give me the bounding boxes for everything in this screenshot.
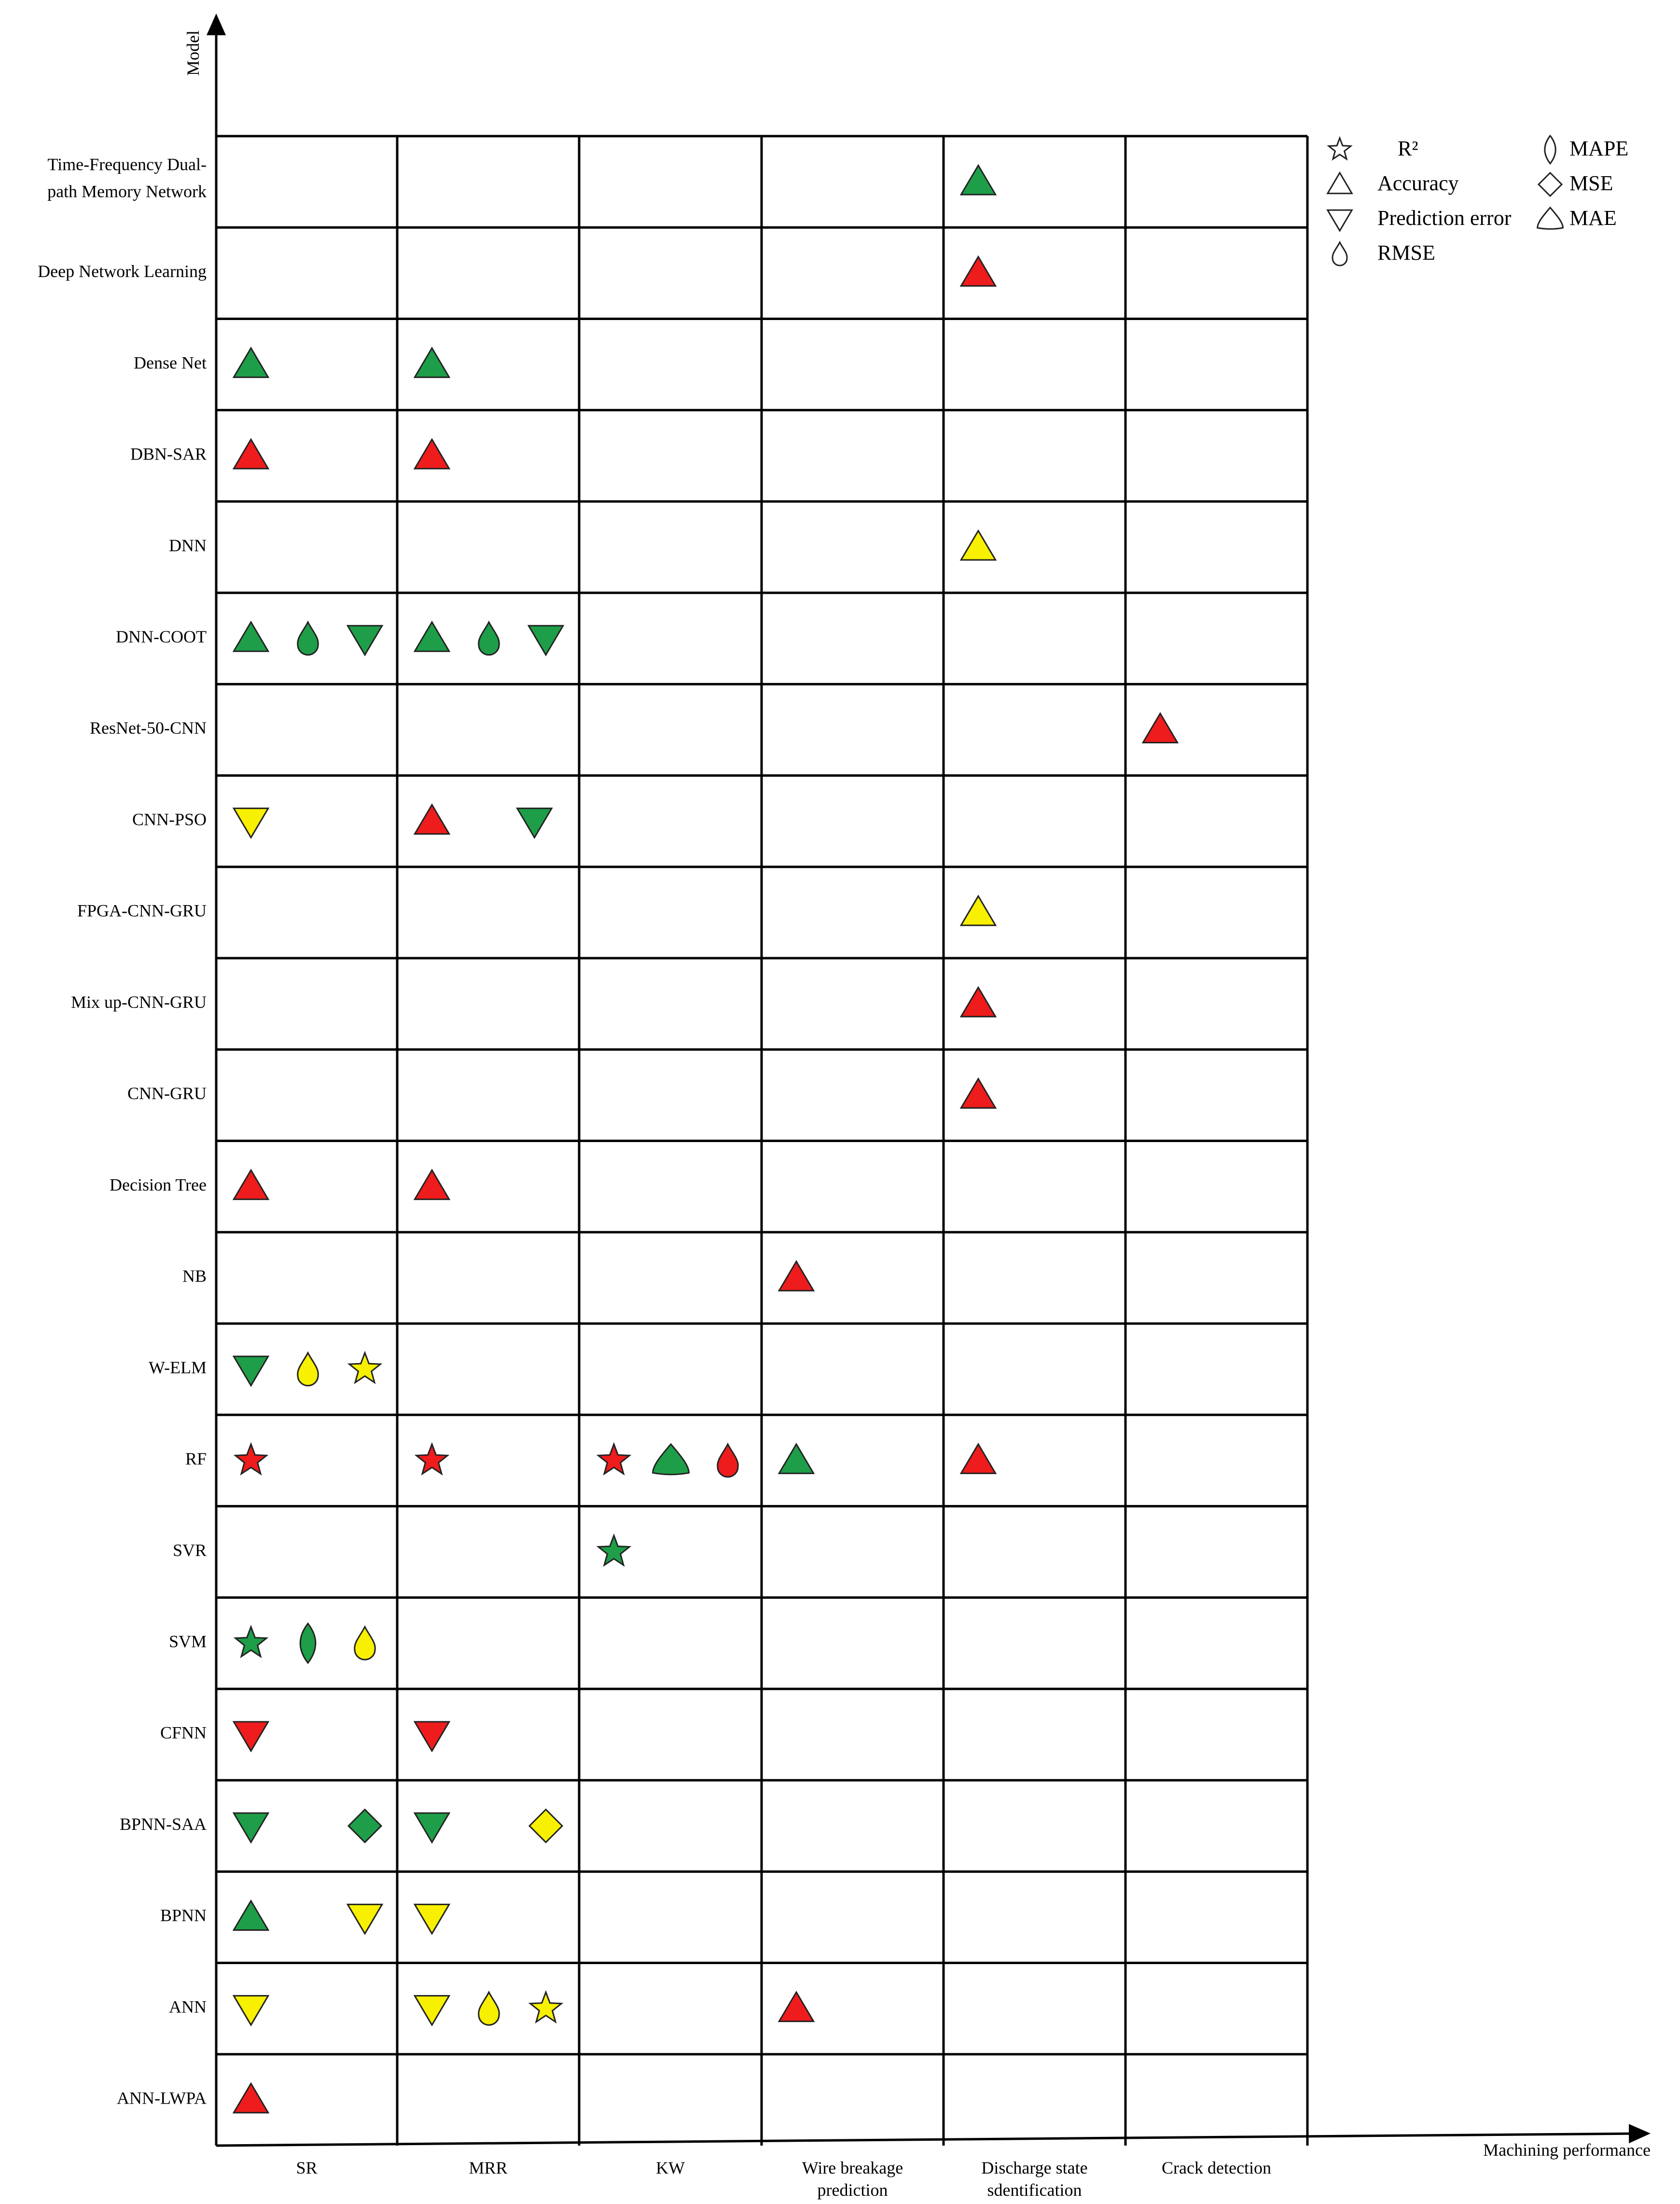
column-label: KW [656, 2158, 685, 2177]
marker-triangle-up [961, 166, 995, 195]
row-label: BPNN-SAA [119, 1814, 207, 1834]
row-label: ANN-LWPA [117, 2088, 207, 2108]
marker-star [417, 1444, 448, 1474]
legend-triangle-down-icon [1328, 210, 1352, 231]
column-label: Wire breakage prediction [802, 2158, 903, 2200]
marker-triangle-up [961, 1444, 995, 1474]
row-label: SVR [172, 1540, 207, 1560]
marker-triangle-up [234, 2083, 268, 2113]
row-label: CNN-PSO [132, 809, 207, 829]
y-axis-label: Model [183, 30, 203, 76]
row-label: FPGA-CNN-GRU [77, 901, 207, 921]
marker-triangle-up [234, 622, 268, 652]
column-label: Crack detection [1162, 2158, 1271, 2177]
marker-triangle-up [415, 805, 449, 834]
marker-triangle-down [234, 1356, 268, 1386]
marker-triangle-down [234, 1813, 268, 1842]
marker-triangle-up [961, 896, 995, 925]
marker-triangle-up [961, 988, 995, 1017]
row-label: CNN-GRU [127, 1084, 207, 1103]
marker-triangle-down [415, 1904, 449, 1934]
marker-dome [653, 1444, 689, 1475]
marker-star [598, 1444, 630, 1474]
legend-label: Prediction error [1377, 206, 1512, 230]
row-label: DBN-SAR [130, 444, 207, 464]
marker-triangle-up [415, 348, 449, 377]
marker-lens [300, 1623, 316, 1663]
marker-triangle-up [234, 1170, 268, 1200]
metric-markers [234, 166, 1177, 2113]
row-label: ANN [169, 1997, 207, 2017]
marker-triangle-up [779, 1992, 813, 2022]
marker-drop [718, 1444, 738, 1477]
marker-drop [298, 622, 319, 655]
row-label: NB [182, 1266, 207, 1286]
marker-triangle-up [415, 622, 449, 652]
marker-drop [479, 622, 500, 655]
row-label: W-ELM [149, 1357, 207, 1377]
legend-diamond-icon [1539, 173, 1562, 196]
row-label: CFNN [160, 1723, 207, 1743]
marker-drop [355, 1627, 375, 1660]
legend-label: R² [1398, 137, 1418, 160]
marker-triangle-down [234, 1996, 268, 2025]
legend [1328, 136, 1628, 265]
marker-triangle-up [1143, 713, 1177, 743]
legend-drop-icon [1333, 242, 1347, 265]
row-label: Deep Network Learning [38, 262, 207, 281]
row-label: SVM [168, 1632, 207, 1651]
row-label: Dense Net [134, 353, 207, 373]
marker-triangle-up [961, 531, 995, 560]
marker-triangle-up [234, 348, 268, 377]
marker-triangle-up [415, 1170, 449, 1200]
legend-label: RMSE [1377, 241, 1435, 265]
column-label: Discharge state sdentification [981, 2158, 1088, 2200]
marker-triangle-up [234, 439, 268, 469]
row-label: Time-Frequency Dual-path Memory Network [47, 154, 207, 201]
marker-star [236, 1627, 267, 1657]
marker-triangle-down [234, 1722, 268, 1751]
axes [183, 23, 1651, 2160]
marker-triangle-up [779, 1444, 813, 1474]
marker-triangle-down [415, 1813, 449, 1842]
column-label: MRR [469, 2158, 508, 2177]
row-label: RF [185, 1449, 207, 1469]
marker-triangle-up [961, 1079, 995, 1108]
column-labels [296, 2158, 1271, 2200]
row-labels [38, 155, 207, 2108]
column-label: SR [296, 2158, 318, 2177]
marker-diamond [348, 1810, 381, 1842]
marker-triangle-up [234, 1901, 268, 1930]
marker-star [236, 1444, 267, 1474]
legend-lens-icon [1545, 136, 1555, 164]
legend-label: Accuracy [1377, 171, 1459, 195]
marker-triangle-down [347, 626, 382, 655]
row-label: DNN-COOT [116, 627, 207, 647]
marker-drop [479, 1992, 500, 2025]
legend-dome-icon [1538, 208, 1563, 229]
marker-triangle-down [347, 1904, 382, 1934]
row-label: DNN [169, 535, 207, 555]
marker-triangle-up [961, 257, 995, 286]
table-grid [216, 136, 1307, 2146]
row-label: Mix up-CNN-GRU [70, 992, 207, 1012]
marker-triangle-down [234, 809, 268, 838]
marker-drop [298, 1353, 319, 1386]
legend-triangle-up-icon [1328, 173, 1352, 194]
marker-triangle-down [415, 1996, 449, 2025]
marker-triangle-down [517, 809, 552, 838]
marker-diamond [529, 1810, 562, 1842]
marker-star [598, 1535, 630, 1565]
legend-star-icon [1329, 138, 1351, 159]
marker-triangle-up [415, 439, 449, 469]
row-label: ResNet-50-CNN [90, 718, 207, 738]
x-axis-label: Machining performance [1483, 2140, 1651, 2160]
x-axis-line [216, 2134, 1641, 2146]
marker-triangle-up [779, 1261, 813, 1291]
marker-triangle-down [528, 626, 563, 655]
legend-label: MSE [1569, 171, 1613, 195]
marker-star [530, 1992, 562, 2022]
row-label: BPNN [160, 1906, 207, 1925]
marker-triangle-down [415, 1722, 449, 1751]
marker-star [349, 1353, 381, 1383]
row-label: Decision Tree [110, 1175, 207, 1195]
legend-label: MAE [1569, 206, 1617, 230]
legend-label: MAPE [1569, 137, 1629, 160]
